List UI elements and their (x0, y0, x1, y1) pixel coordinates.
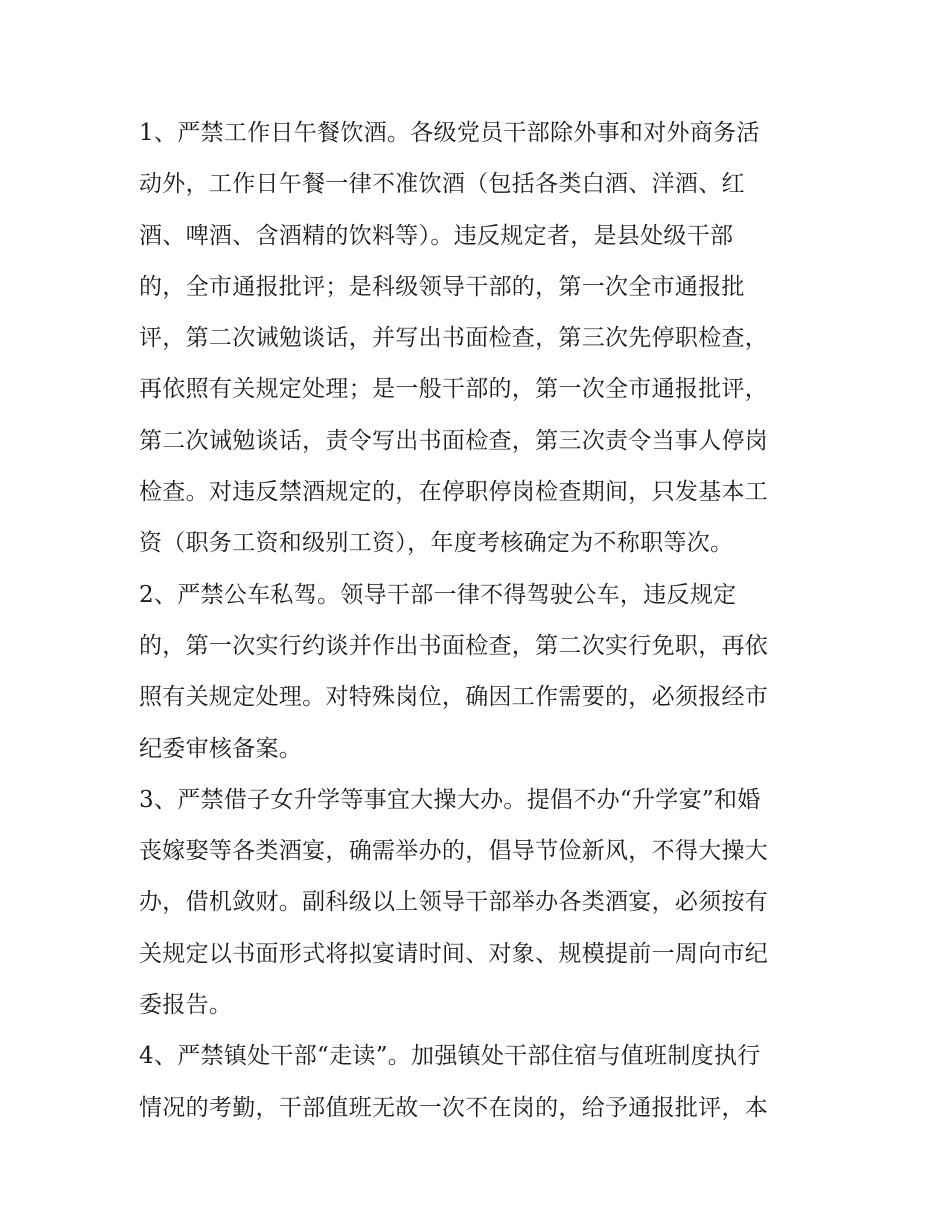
text-line-9: 资（职务工资和级别工资），年度考核确定为不称职等次。 (139, 530, 734, 557)
text-line-15: 丧嫁娶等各类酒宴，确需举办的，倡导节俭新风，不得大操大 (139, 838, 769, 865)
text-line-19: 4、严禁镇处干部“走读”。加强镇处干部住宿与值班制度执行 (139, 1043, 761, 1070)
text-line-17: 关规定以书面形式将拟宴请时间、对象、规模提前一周向市纪 (139, 940, 769, 967)
text-line-6: 再依照有关规定处理；是一般干部的，第一次全市通报批评， (139, 376, 769, 403)
text-line-4: 的，全市通报批评；是科级领导干部的，第一次全市通报批 (139, 273, 745, 300)
text-line-13: 纪委审核备案。 (139, 735, 303, 762)
text-line-12: 照有关规定处理。对特殊岗位，确因工作需要的，必须报经市 (139, 684, 769, 711)
text-line-7: 第二次诫勉谈话，责令写出书面检查，第三次责令当事人停岗 (139, 427, 769, 454)
document-body (139, 108, 819, 1134)
text-line-18: 委报告。 (139, 992, 233, 1019)
text-line-14: 3、严禁借子女升学等事宜大操大办。提倡不办“升学宴”和婚 (139, 786, 761, 813)
text-line-20: 情况的考勤，干部值班无故一次不在岗的，给予通报批评，本 (139, 1094, 769, 1121)
text-line-3: 酒、啤酒、含酒精的饮料等）。违反规定者，是县处级干部 (139, 222, 734, 249)
text-line-1: 1、严禁工作日午餐饮酒。各级党员干部除外事和对外商务活 (139, 120, 760, 146)
text-line-2: 动外，工作日午餐一律不准饮酒（包括各类白酒、洋酒、红 (139, 171, 745, 198)
text-line-10: 2、严禁公车私驾。领导干部一律不得驾驶公车，违反规定 (139, 581, 737, 608)
text-line-16: 办，借机敛财。副科级以上领导干部举办各类酒宴，必须按有 (139, 889, 769, 916)
text-line-11: 的，第一次实行约谈并作出书面检查，第二次实行免职，再依 (139, 632, 769, 659)
text-line-5: 评，第二次诫勉谈话，并写出书面检查，第三次先停职检查， (139, 325, 769, 352)
text-line-8: 检查。对违反禁酒规定的，在停职停岗检查期间，只发基本工 (139, 479, 769, 506)
